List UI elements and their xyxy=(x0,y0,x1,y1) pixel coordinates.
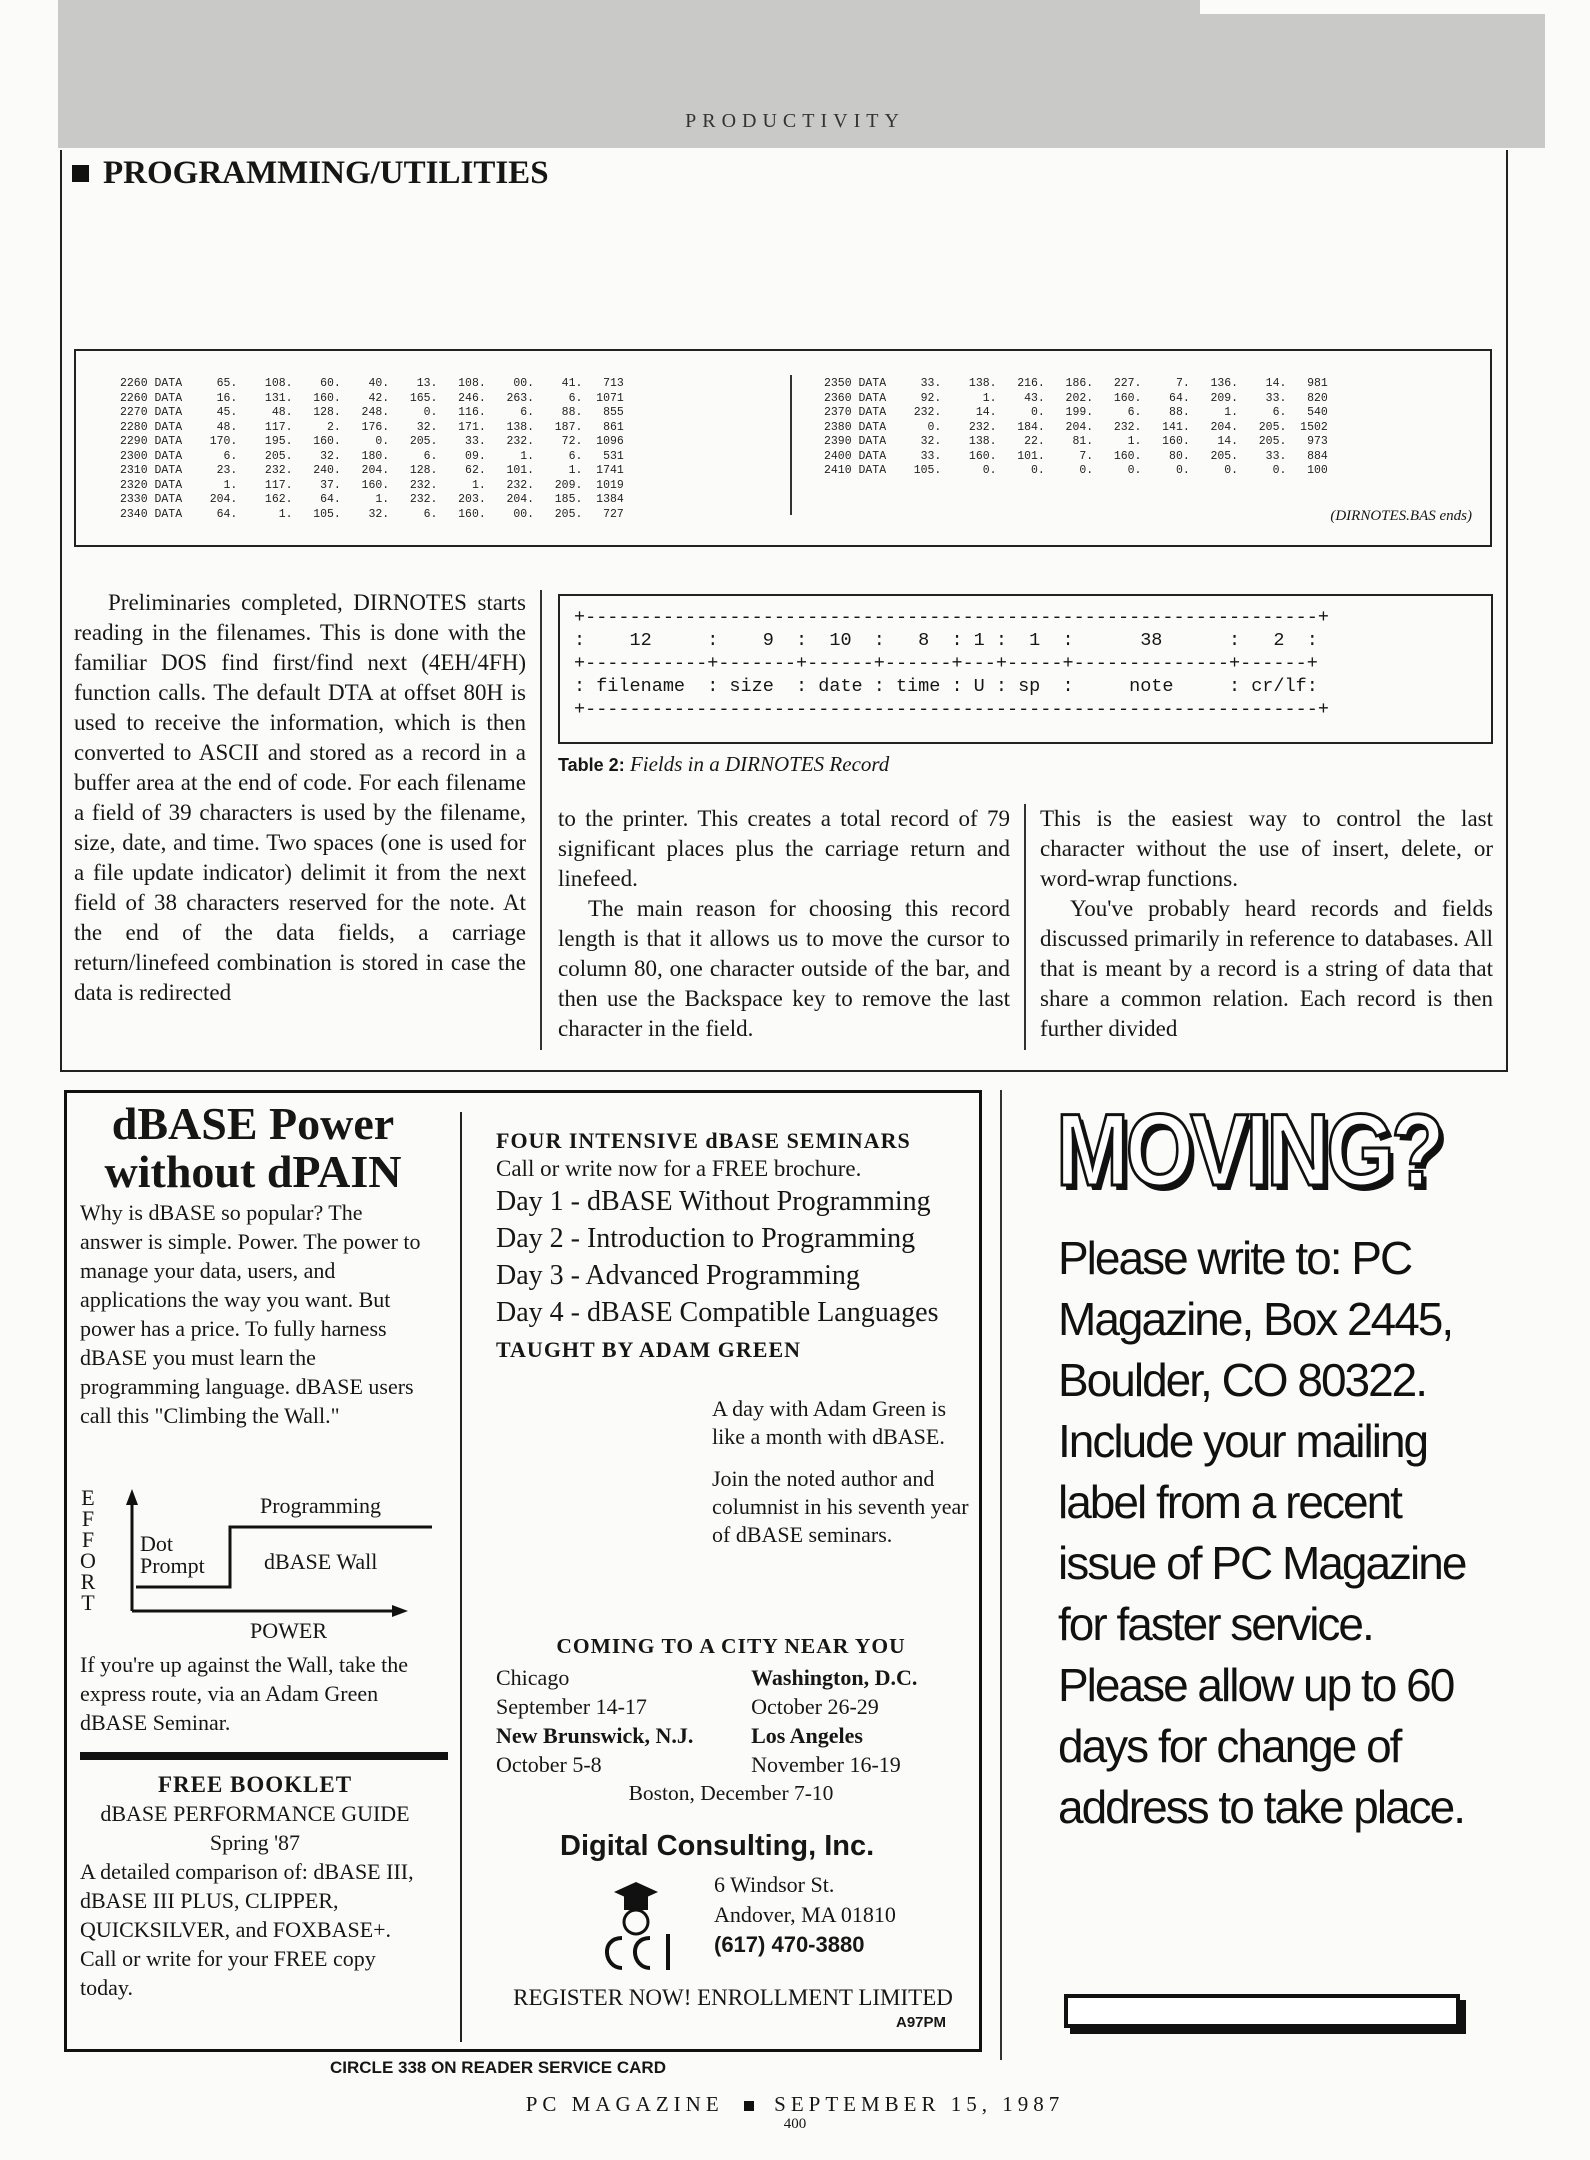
dot-prompt-label xyxy=(140,1533,205,1577)
day-item: Day 3 - Advanced Programming xyxy=(496,1260,860,1291)
dbase-wall-label: dBASE Wall xyxy=(264,1549,378,1574)
quote-block xyxy=(712,1395,972,1549)
listing-right-column: 2350 DATA 33. 138. 216. 186. 227. 7. 136. 14. 981 2360 DATA 92. 1. 43. 202. 160. 64. 209. 33. 820 2370 DATA 232. 14. 0. 199. 6. 88. 1. 6. 540 2380 DATA 0. 232. 184. 204. 232. 141. 204. 205. 1502 2390 DATA 32. 138. 22. 81. 1. 160. 14. 205. 973 2400 DATA 33. 160. 101. 7. 160. 80. 205. 33. 884 2410 DATA 105. 0. 0. 0. 0. 0. 0. 0. 100 xyxy=(824,377,1328,477)
axis-letter: O xyxy=(80,1548,96,1573)
coming-heading: COMING TO A CITY NEAR YOU xyxy=(556,1634,906,1658)
moving-divider xyxy=(1000,1090,1002,2060)
programming-label: Programming xyxy=(260,1493,381,1518)
booklet-block xyxy=(80,1770,430,2002)
table-2 xyxy=(558,594,1493,744)
column-divider xyxy=(1024,804,1026,1050)
ad-code: A97PM xyxy=(896,2014,947,2031)
table-row xyxy=(496,1692,966,1721)
company-address xyxy=(714,1870,896,1960)
section-label: PRODUCTIVITY xyxy=(685,110,905,132)
column-divider xyxy=(540,590,542,1050)
magazine-name: PC MAGAZINE xyxy=(525,2092,724,2116)
article-column-1: Preliminaries completed, DIRNOTES starts reading in the filenames. This is done with the familiar DOS find first/find next (4EH/4FH) function calls. The default DTA at offset 80H is used to receive the information, which is then converted to ASCII and stored as a record in a buffer area at the end of code. For each filename a field of 39 characters is used by the filename, size, date, and time. Two spaces (one is used for a file update indicator) delimit it from the next field of 38 characters reserved for the note. At the end of the data fields, a carriage return/linefeed combination is stored in case the data is redirected xyxy=(74,590,526,1005)
moving-body: Please write to: PC Magazine, Box 2445, Boulder, CO 80322. Include your mailing label from a recent issue of PC Magazine for faster service. Please allow up to 60 days for change of address to take place. xyxy=(1058,1232,1466,1833)
cities-table xyxy=(496,1663,966,1779)
table-row xyxy=(496,1750,966,1779)
page-number: 400 xyxy=(783,2116,807,2132)
effort-power-graph xyxy=(80,1487,440,1647)
ad-rule xyxy=(80,1752,448,1760)
axis-letter: F xyxy=(81,1506,95,1531)
address-line: 6 Windsor St. xyxy=(714,1872,835,1897)
prompt-label: Prompt xyxy=(140,1553,205,1578)
table-caption-text: Fields in a DIRNOTES Record xyxy=(629,752,890,776)
booklet-edition: Spring '87 xyxy=(209,1830,301,1855)
city-date: October 26-29 xyxy=(751,1694,879,1719)
paragraph: This is the easiest way to control the last character without the use of insert, delete, or word-wrap functions. xyxy=(1040,806,1493,891)
listing-left-column: 2260 DATA 65. 108. 60. 40. 13. 108. 00. 41. 713 2260 DATA 16. 131. 160. 42. 165. 246. 263. 6. 1071 2270 DATA 45. 48. 128. 248. 0. 116. 6. 88. 855 2280 DATA 48. 117. 2. 176. 32. 171. 138. 187. 861 2290 DATA 170. 195. 160. 0. 205. 33. 232. 72. 1096 2300 DATA 6. 205. 32. 180. 6. 09. 1. 6. 531 2310 DATA 23. 232. 240. 204. 128. 62. 101. 1. 1741 2320 DATA 1. 117. 37. 160. 232. 1. 232. 209. 1019 2330 DATA 204. 162. 64. 1. 232. 203. 204. 185. 1384 2340 DATA 64. 1. 105. 32. 6. 160. 00. 205. 727 xyxy=(120,377,624,521)
city: Washington, D.C. xyxy=(751,1665,918,1690)
listing-ends-label: (DIRNOTES.BAS ends) xyxy=(1330,508,1472,524)
ad-intro: Why is dBASE so popular? The answer is simple. Power. The power to manage your data, users, and applications the way you want. But power has a price. To fully harness dBASE you must learn the programming language. dBASE users call this "Climbing the Wall." xyxy=(80,1200,421,1428)
ad-wall-text: If you're up against the Wall, take the express route, via an Adam Green dBASE Seminar. xyxy=(80,1652,409,1735)
city: New Brunswick, N.J. xyxy=(496,1723,694,1748)
axis-letter: T xyxy=(81,1590,95,1615)
bullet-square-icon xyxy=(72,165,89,182)
city-date: October 5-8 xyxy=(496,1752,602,1777)
booklet-text: A detailed comparison of: dBASE III, dBASE III PLUS, CLIPPER, QUICKSILVER, and FOXBASE+. Call or write for your FREE copy today. xyxy=(80,1859,414,2000)
table-caption xyxy=(558,752,889,777)
taught-by: TAUGHT BY ADAM GREEN xyxy=(496,1337,802,1362)
reader-service-note: CIRCLE 338 ON READER SERVICE CARD xyxy=(330,2058,666,2077)
city-date: September 14-17 xyxy=(496,1694,647,1719)
program-listing xyxy=(74,349,1492,547)
ad-column-divider xyxy=(460,1112,462,2042)
seminars-title: FOUR INTENSIVE dBASE SEMINARS xyxy=(496,1128,911,1153)
day-item: Day 1 - dBASE Without Programming xyxy=(496,1186,931,1217)
dci-logo-icon xyxy=(584,1876,684,1976)
seminars-block xyxy=(496,1128,966,1363)
table-caption-label: Table 2: xyxy=(558,755,625,775)
city: Los Angeles xyxy=(751,1723,863,1748)
city: Chicago xyxy=(496,1665,570,1690)
quote-2: Join the noted author and columnist in his seventh year of dBASE seminars. xyxy=(712,1466,969,1547)
cities-block xyxy=(496,1632,966,1808)
axis-letter: E xyxy=(81,1485,95,1510)
page-title xyxy=(72,155,549,192)
article-column-3 xyxy=(1040,804,1493,1044)
city-date: November 16-19 xyxy=(751,1752,901,1777)
company-name: Digital Consulting, Inc. xyxy=(560,1830,875,1862)
axis-letter: R xyxy=(80,1569,96,1594)
axis-letter: F xyxy=(81,1527,95,1552)
seminars-sub: Call or write now for a FREE brochure. xyxy=(496,1156,862,1181)
header-band-notch xyxy=(1200,0,1545,14)
page-title-text: PROGRAMMING/UTILITIES xyxy=(103,155,549,191)
article-column-2 xyxy=(558,804,1010,1044)
footer-separator-icon xyxy=(744,2101,754,2111)
table-row xyxy=(496,1663,966,1692)
booklet-title: FREE BOOKLET xyxy=(157,1772,353,1797)
dot-label: Dot xyxy=(140,1531,173,1556)
register-notice: REGISTER NOW! ENROLLMENT LIMITED xyxy=(513,1985,953,2010)
ad-headline: dBASE Power without dPAIN xyxy=(104,1098,402,1197)
power-label: POWER xyxy=(250,1618,327,1643)
phone-number: (617) 470-3880 xyxy=(714,1932,865,1957)
table-2-grid: +------------------------------------------------------------------+ : 12 : 9 : 10 : 8 : 1 : 1 : 38 : 2 : +-----------+-------+------+------+---+-----+--------------+------+ : filename : size : date : time : U : sp : note : cr/lf: +------------------------------------------------------------------+ xyxy=(574,607,1329,720)
listing-divider xyxy=(790,375,792,515)
paragraph: The main reason for choosing this record length is that it allows us to move the cursor to column 80, one character outside of the bar, and then use the Backspace key to remove the last character in the field. xyxy=(558,896,1010,1041)
moving-headline: MOVING? xyxy=(1056,1093,1442,1207)
table-row xyxy=(496,1721,966,1750)
mailing-label-box xyxy=(1064,1994,1460,2028)
day-item: Day 2 - Introduction to Programming xyxy=(496,1223,916,1254)
day-item: Day 4 - dBASE Compatible Languages xyxy=(496,1297,939,1328)
address-line: Andover, MA 01810 xyxy=(714,1902,896,1927)
paragraph: You've probably heard records and fields discussed primarily in reference to databases. All that is meant by a record is a string of data that share a common relation. Each record is then further divided xyxy=(1040,896,1493,1041)
paragraph: to the printer. This creates a total record of 79 significant places plus the carriage return and linefeed. xyxy=(558,806,1010,891)
issue-date: SEPTEMBER 15, 1987 xyxy=(774,2092,1065,2116)
boston-date: Boston, December 7-10 xyxy=(628,1781,834,1805)
quote-1: A day with Adam Green is like a month with dBASE. xyxy=(712,1396,947,1449)
booklet-guide: dBASE PERFORMANCE GUIDE xyxy=(100,1801,410,1826)
page-footer xyxy=(0,2092,1590,2117)
